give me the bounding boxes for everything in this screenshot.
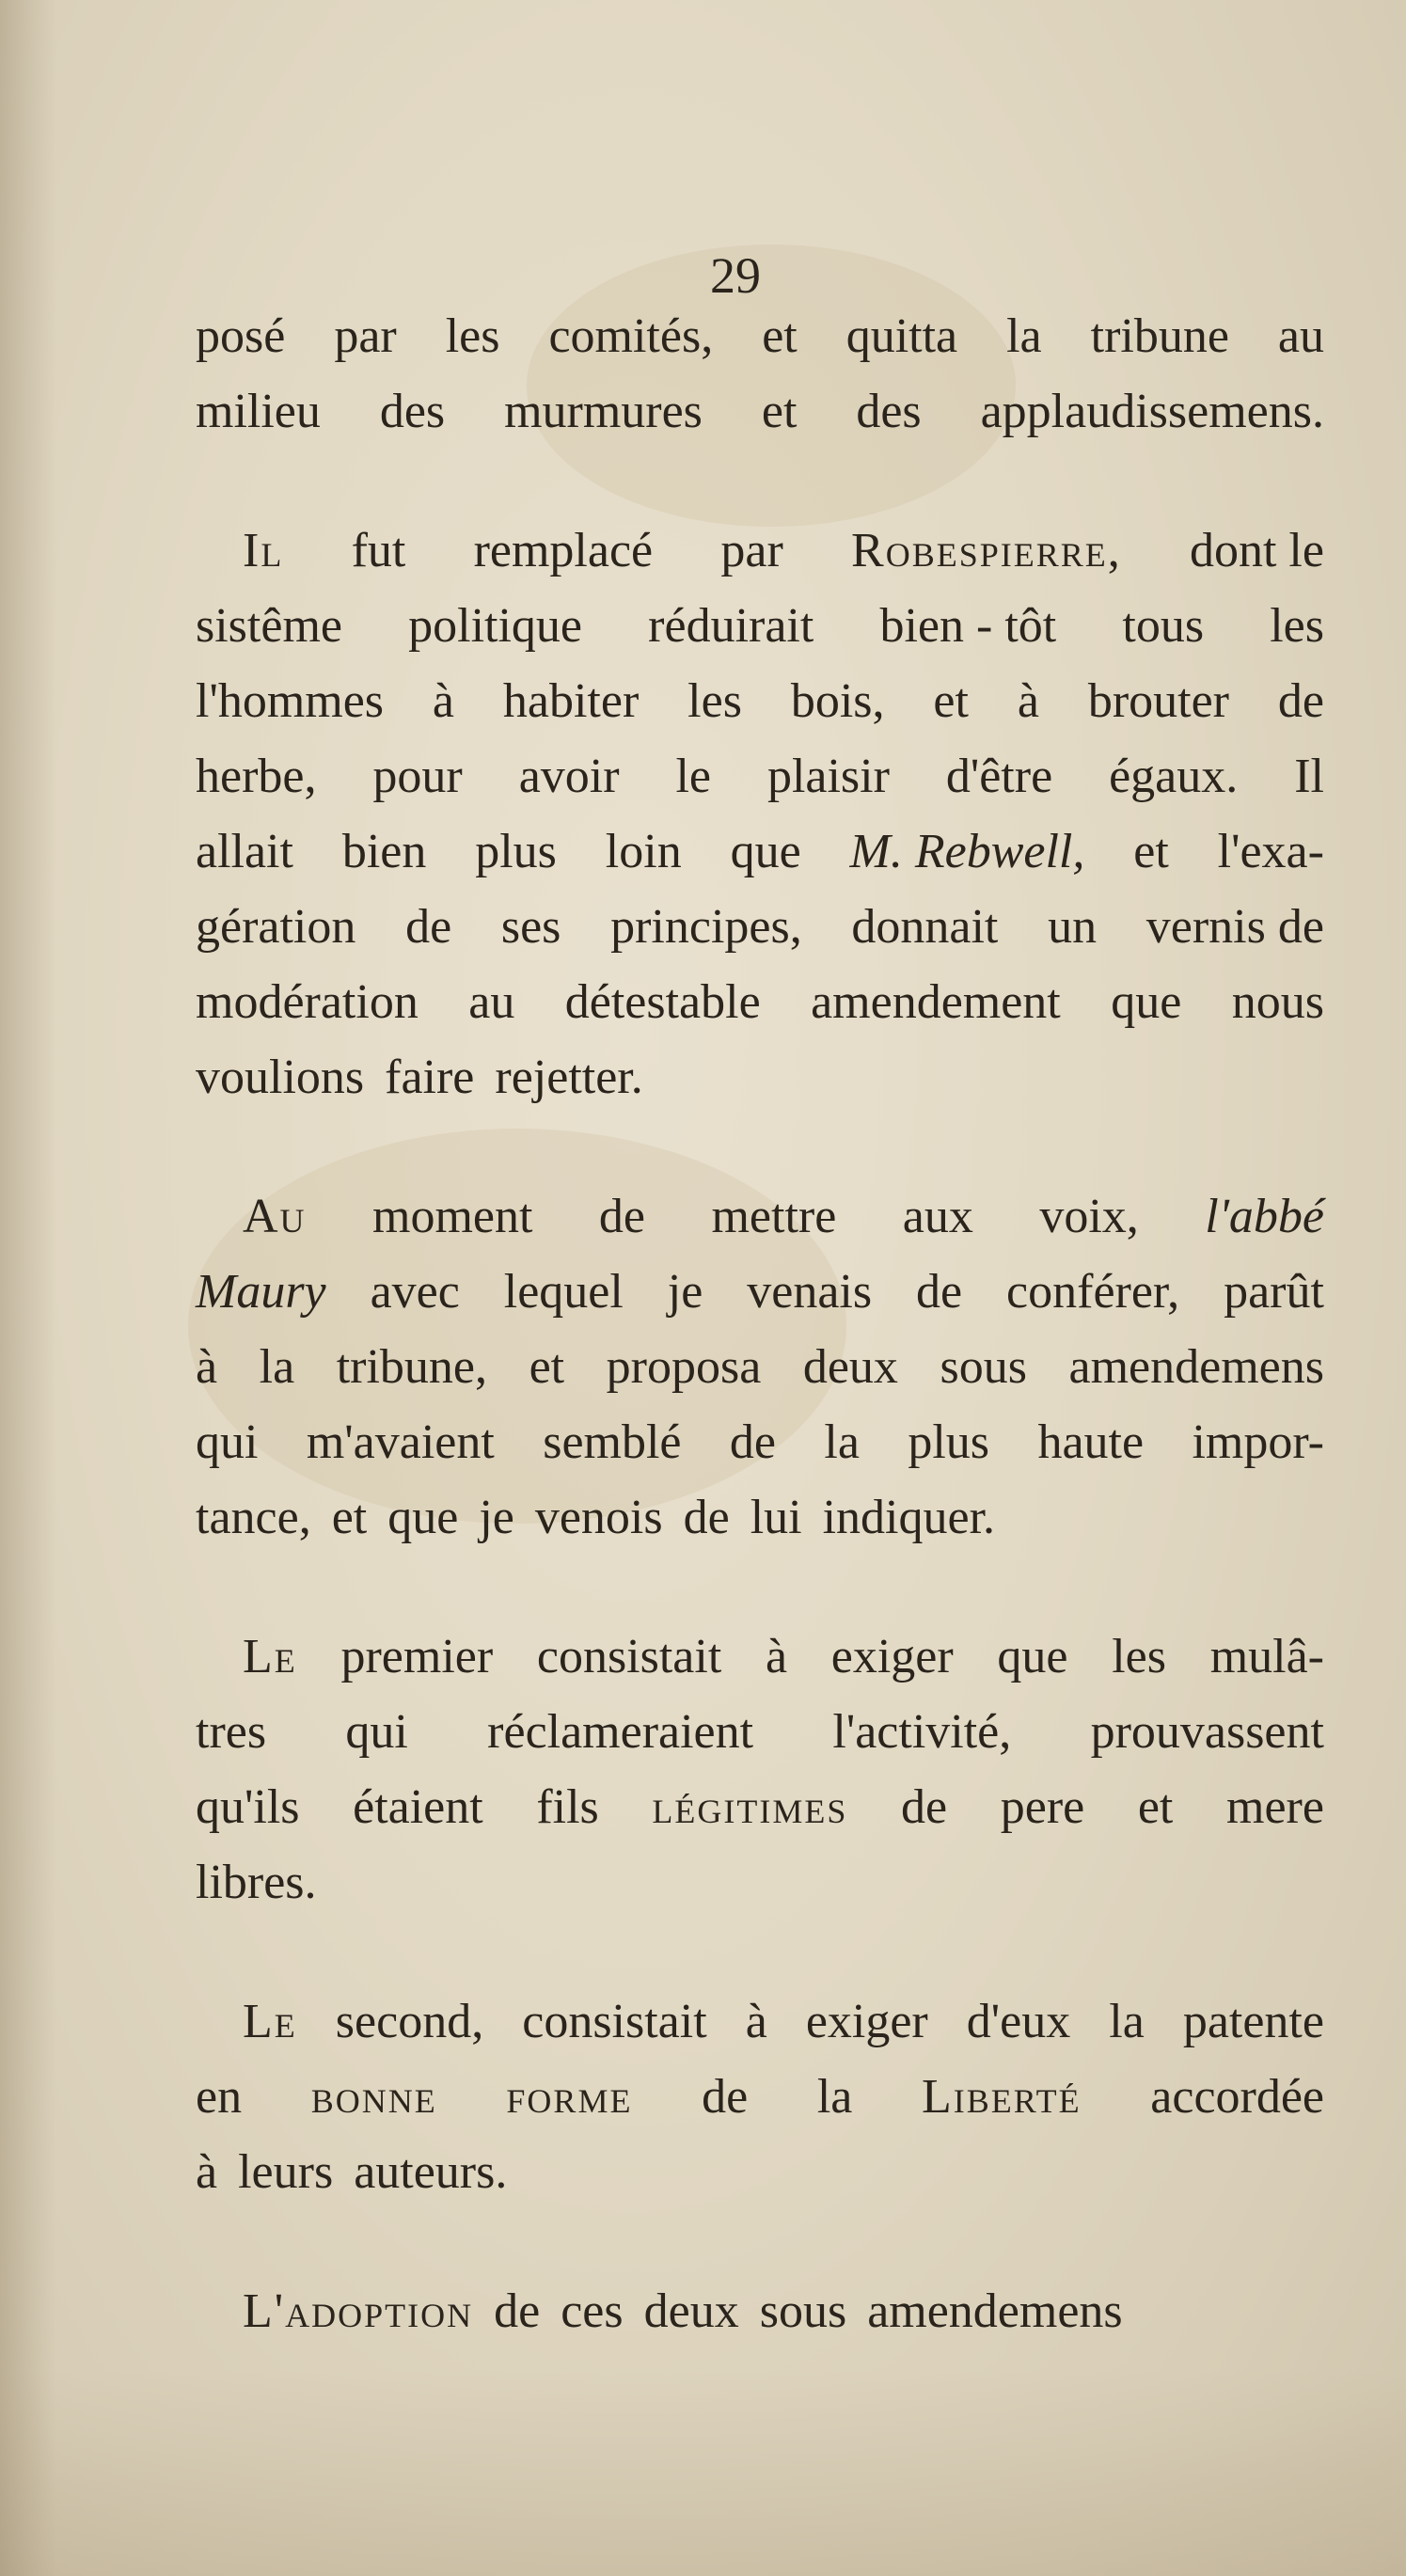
word: M. Rebwell, <box>849 825 1085 878</box>
word: pere <box>1000 1780 1085 1834</box>
word: conférer, <box>1006 1265 1180 1319</box>
word: brouter <box>1087 674 1229 728</box>
word: mulâ- <box>1209 1630 1324 1683</box>
text-line <box>196 1845 1324 1920</box>
word: l'abbé <box>1205 1190 1324 1243</box>
word: au <box>468 975 515 1029</box>
word: accordée <box>1150 2070 1324 2124</box>
word: réduirait <box>648 599 814 653</box>
word: tribune, <box>336 1340 488 1394</box>
word: Il <box>243 524 284 577</box>
word: mere <box>1226 1780 1324 1834</box>
paragraph <box>196 1620 1324 1920</box>
word: politique <box>408 599 583 653</box>
word: parût <box>1224 1265 1324 1319</box>
word: donnait <box>851 900 999 954</box>
word: proposa <box>606 1340 762 1394</box>
word: les <box>1112 1630 1166 1683</box>
text-line <box>196 1480 1324 1556</box>
word: posé <box>196 309 286 363</box>
word: patente <box>1182 1995 1324 2048</box>
paragraph <box>196 1179 1324 1556</box>
text-line <box>196 664 1324 739</box>
word: et <box>1137 1780 1174 1834</box>
word: dont le <box>1189 524 1324 577</box>
word: la <box>1006 309 1042 363</box>
word: Au <box>243 1190 307 1243</box>
word: exiger <box>830 1630 954 1683</box>
word: voix, <box>1039 1190 1139 1243</box>
paragraph <box>196 1984 1324 2210</box>
word: des <box>856 385 922 438</box>
word: sous <box>940 1340 1027 1394</box>
word: Robespierre, <box>851 524 1122 577</box>
word: fut <box>351 524 406 577</box>
word: l'activité, <box>832 1705 1012 1759</box>
word: amendemens <box>1068 1340 1324 1394</box>
word: sistême <box>196 599 342 653</box>
word: exiger <box>805 1995 928 2048</box>
word: étaient <box>353 1780 483 1834</box>
word: qui <box>345 1705 408 1759</box>
word: et <box>761 385 798 438</box>
word: lequel <box>503 1265 624 1319</box>
text-line <box>196 1179 1324 1255</box>
word: amendemens <box>867 2284 1123 2338</box>
text-line <box>196 1255 1324 1330</box>
word: par <box>720 524 783 577</box>
text-line <box>196 739 1324 814</box>
word: allait <box>196 825 293 878</box>
text-line <box>196 890 1324 965</box>
word: au <box>1277 309 1324 363</box>
word: mettre <box>711 1190 837 1243</box>
spine-shadow <box>0 0 56 2576</box>
word: un <box>1048 900 1098 954</box>
word: que <box>730 825 801 878</box>
word: tous <box>1122 599 1205 653</box>
word: semblé <box>543 1415 682 1469</box>
text-line <box>196 2135 1324 2210</box>
word: principes, <box>610 900 802 954</box>
word: haute <box>1037 1415 1145 1469</box>
word: tance, <box>196 1491 311 1544</box>
word: à <box>745 1995 767 2048</box>
word: bien - tôt <box>879 599 1057 653</box>
paragraph-gap <box>196 1920 1324 1984</box>
paragraph <box>196 2274 1324 2349</box>
word: lui <box>750 1491 802 1544</box>
paragraph-gap <box>196 2210 1324 2274</box>
word: légitimes <box>652 1780 848 1834</box>
word: Il <box>1294 750 1324 803</box>
word: quitta <box>845 309 958 363</box>
word: venois <box>534 1491 663 1544</box>
page-number: 29 <box>710 247 761 304</box>
word: de <box>494 2284 541 2338</box>
word: que <box>997 1630 1068 1683</box>
word: impor- <box>1192 1415 1324 1469</box>
word: des <box>379 385 446 438</box>
paragraph <box>196 299 1324 450</box>
word: bois, <box>790 674 885 728</box>
paragraph-gap <box>196 450 1324 514</box>
word: pour <box>372 750 463 803</box>
paragraph <box>196 514 1324 1115</box>
word: à <box>1017 674 1039 728</box>
word: applaudissemens. <box>980 385 1324 438</box>
word: qui <box>196 1415 259 1469</box>
word: tres <box>196 1705 267 1759</box>
word: forme <box>506 2070 633 2124</box>
word: ses <box>500 900 561 954</box>
text-line <box>196 1770 1324 1845</box>
word: le <box>675 750 711 803</box>
word: de <box>729 1415 777 1469</box>
word: indiquer. <box>822 1491 996 1544</box>
word: avec <box>370 1265 460 1319</box>
word: fils <box>536 1780 599 1834</box>
word: à <box>196 2145 218 2199</box>
word: second, <box>335 1995 484 2048</box>
word: sous <box>759 2284 847 2338</box>
word: ces <box>561 2284 624 2338</box>
word: réclameraient <box>487 1705 754 1759</box>
text-line <box>196 965 1324 1040</box>
body-text <box>196 299 1324 2349</box>
word: herbe, <box>196 750 317 803</box>
word: les <box>445 309 500 363</box>
word: l'exa- <box>1217 825 1324 878</box>
word: détestable <box>564 975 761 1029</box>
text-line <box>196 1040 1324 1115</box>
word: bien <box>341 825 427 878</box>
text-line <box>196 1984 1324 2060</box>
word: plus <box>475 825 557 878</box>
word: la <box>824 1415 860 1469</box>
word: les <box>1270 599 1324 653</box>
word: je <box>479 1491 514 1544</box>
word: la <box>1109 1995 1145 2048</box>
word: gération <box>196 900 356 954</box>
word: loin <box>605 825 682 878</box>
word: et <box>529 1340 565 1394</box>
word: leurs <box>238 2145 334 2199</box>
word: Le <box>243 1630 297 1683</box>
word: de <box>916 1265 963 1319</box>
word: modération <box>196 975 419 1029</box>
word: et <box>1133 825 1169 878</box>
word: voulions <box>196 1051 365 1104</box>
text-line <box>196 589 1324 664</box>
word: moment <box>372 1190 533 1243</box>
word: de <box>683 1491 730 1544</box>
word: aux <box>902 1190 973 1243</box>
text-line <box>196 514 1324 589</box>
word: la <box>259 1340 295 1394</box>
word: en <box>196 2070 243 2124</box>
word: m'avaient <box>306 1415 495 1469</box>
word: libres. <box>196 1856 317 1909</box>
word: d'être <box>945 750 1053 803</box>
word: premier <box>340 1630 494 1683</box>
word: milieu <box>196 385 321 438</box>
text-line <box>196 1330 1324 1405</box>
word: à <box>432 674 455 728</box>
word: je <box>667 1265 703 1319</box>
word: à <box>765 1630 788 1683</box>
word: de <box>901 1780 948 1834</box>
word: égaux. <box>1109 750 1239 803</box>
word: que <box>387 1491 459 1544</box>
word: l'hommes <box>196 674 385 728</box>
word: la <box>816 2070 853 2124</box>
paragraph-gap <box>196 1556 1324 1620</box>
text-line <box>196 2274 1324 2349</box>
word: les <box>687 674 742 728</box>
paragraph-gap <box>196 1115 1324 1179</box>
text-line <box>196 814 1324 890</box>
word: et <box>933 674 969 728</box>
word: remplacé <box>473 524 654 577</box>
word: amendement <box>811 975 1061 1029</box>
word: faire <box>385 1051 475 1104</box>
word: tribune <box>1090 309 1229 363</box>
word: habiter <box>502 674 640 728</box>
word: deux <box>802 1340 898 1394</box>
word: par <box>334 309 397 363</box>
word: de <box>598 1190 646 1243</box>
word: murmures <box>504 385 703 438</box>
word: qu'ils <box>196 1780 300 1834</box>
text-line <box>196 1695 1324 1770</box>
word: de <box>405 900 452 954</box>
word: et <box>762 309 798 363</box>
word: d'eux <box>966 1995 1071 2048</box>
word: vernis de <box>1145 900 1324 954</box>
word: auteurs. <box>354 2145 508 2199</box>
word: que <box>1111 975 1182 1029</box>
word: Liberté <box>922 2070 1082 2124</box>
word: comités, <box>548 309 714 363</box>
word: Le <box>243 1995 297 2048</box>
word: bonne <box>310 2070 437 2124</box>
word: plaisir <box>766 750 890 803</box>
word: rejetter. <box>495 1051 643 1104</box>
text-line <box>196 2060 1324 2135</box>
bottom-shade <box>0 2369 1406 2576</box>
word: deux <box>643 2284 739 2338</box>
word: prouvassent <box>1090 1705 1324 1759</box>
word: et <box>331 1491 368 1544</box>
word: à <box>196 1340 218 1394</box>
text-line <box>196 374 1324 450</box>
text-line <box>196 1620 1324 1695</box>
word: plus <box>908 1415 990 1469</box>
word: consistait <box>536 1630 722 1683</box>
word: Maury <box>196 1265 326 1319</box>
word: venais <box>747 1265 873 1319</box>
word: avoir <box>518 750 620 803</box>
word: de <box>702 2070 749 2124</box>
word: nous <box>1231 975 1324 1029</box>
word: L'adoption <box>243 2284 474 2338</box>
word: de <box>1277 674 1324 728</box>
word: consistait <box>522 1995 707 2048</box>
text-line <box>196 1405 1324 1480</box>
text-line <box>196 299 1324 374</box>
